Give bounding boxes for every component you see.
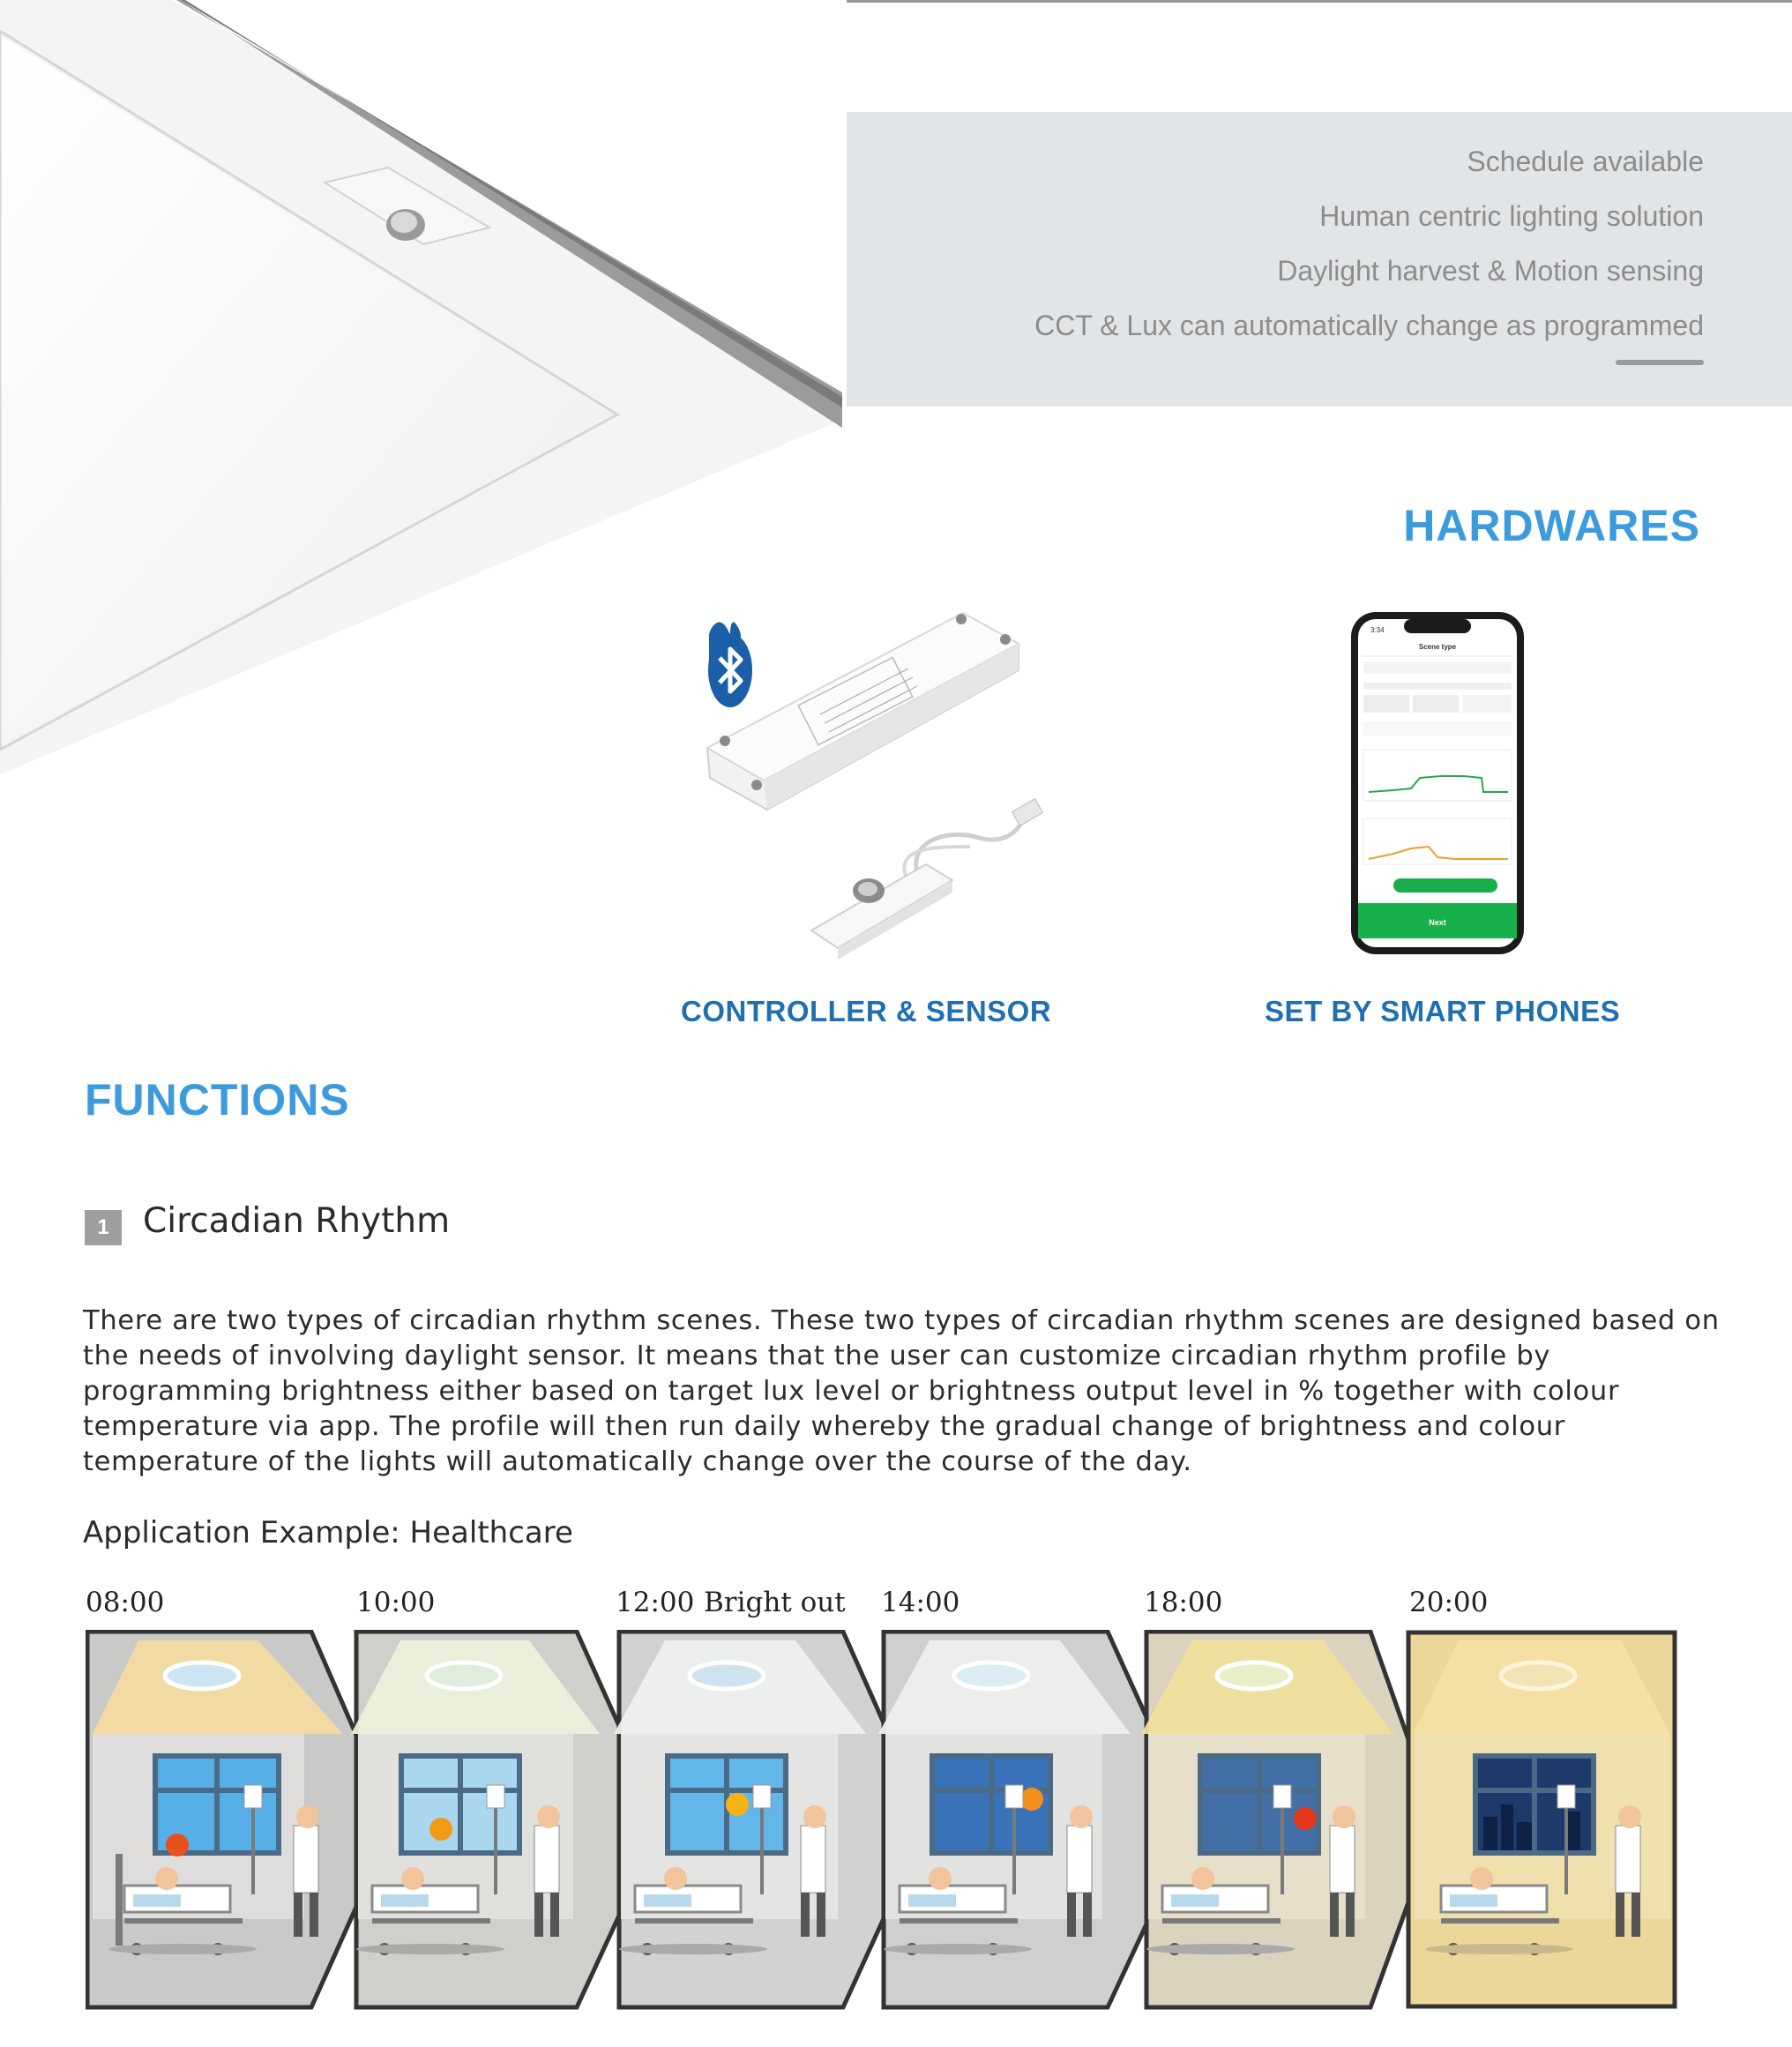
sensor-module xyxy=(811,799,1042,960)
time-label: 20:00 xyxy=(1409,1587,1489,1618)
time-label: 18:00 xyxy=(1144,1587,1223,1618)
bluetooth-icon xyxy=(708,622,752,707)
feature-item: Human centric lighting solution xyxy=(1319,200,1704,232)
circadian-title: Circadian Rhythm xyxy=(143,1201,451,1241)
feature-item: CCT & Lux can automatically change as programmed xyxy=(1034,310,1704,341)
feature-list xyxy=(1034,134,1704,353)
phone-header: Scene type xyxy=(1418,643,1457,651)
phone-next-button[interactable]: Next xyxy=(1429,918,1446,927)
time-label: 12:00 xyxy=(616,1587,695,1618)
feature-item: Schedule available xyxy=(1467,146,1704,177)
bright-out-label: Bright out xyxy=(704,1587,846,1618)
smartphone-image xyxy=(1349,610,1526,956)
hardwares-title: HARDWARES xyxy=(1403,501,1700,550)
scene-2000 xyxy=(1406,1630,1679,2018)
controller-caption: CONTROLLER & SENSOR xyxy=(681,995,1052,1027)
time-label: 10:00 xyxy=(356,1587,436,1618)
application-example: Application Example: Healthcare xyxy=(83,1515,573,1550)
feature-item: Daylight harvest & Motion sensing xyxy=(1277,255,1704,287)
feature-divider xyxy=(1616,360,1704,365)
functions-title: FUNCTIONS xyxy=(85,1075,350,1124)
controller-sensor-image xyxy=(688,582,1058,970)
controller-box xyxy=(707,613,1019,810)
phone-caption: SET BY SMART PHONES xyxy=(1265,995,1621,1027)
section-number: 1 xyxy=(85,1210,122,1245)
circadian-description: There are two types of circadian rhythm scenes. These two types of circadian rhythm scenes are designed based on the needs of involving daylight sensor. It means that the user can customize circadian rhythm profile by programming brightness either based on target lux level or brightness output level in % together with colour temperature via app. The profile will then run daily whereby the gradual change of brightness and colour temperature of the lights will automatically change over the course of the day. xyxy=(83,1305,1720,1477)
time-label: 14:00 xyxy=(881,1587,960,1618)
phone-time: 3:34 xyxy=(1370,626,1385,634)
time-label: 08:00 xyxy=(86,1587,165,1618)
